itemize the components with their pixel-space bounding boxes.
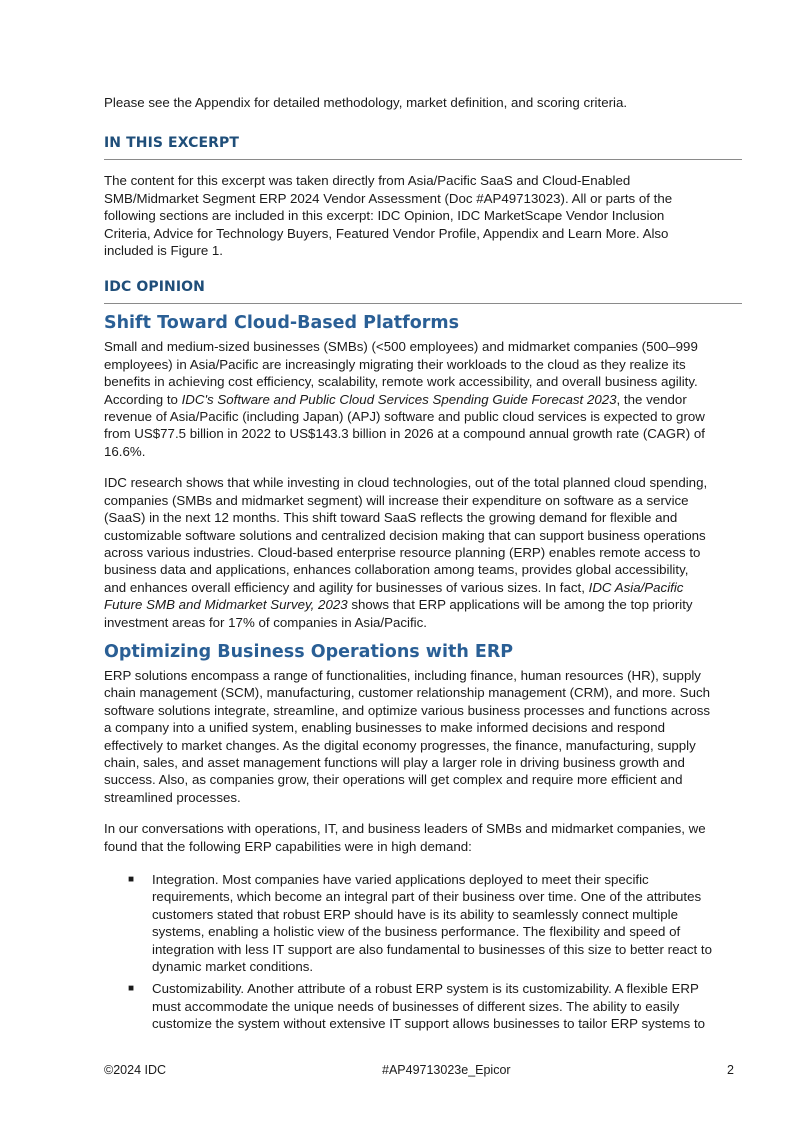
bullet-term: Customizability.	[152, 981, 245, 997]
section-heading-excerpt: IN THIS EXCERPT	[104, 135, 742, 160]
report-title-citation: IDC's Software and Public Cloud Services Spending Guide Forecast 2023	[181, 391, 617, 407]
footer-doc-id: #AP49713023e_Epicor	[382, 1063, 511, 1077]
list-item	[104, 980, 714, 1032]
bullet-text: Most companies have varied applications deployed to meet their specific requirements, which become an integral part of their business over time. One of the attributes customers stated that robust ERP should have is its ability to seamlessly connect multiple systems, enabling a holistic view of the business performance. The flexibility and speed of integration with less IT support are also fundamental to businesses of this size to better react to dynamic market conditions.	[152, 872, 713, 975]
square-bullet-icon: ■	[128, 874, 135, 885]
shift-paragraph-2: IDC research shows that while investing in cloud technologies, out of the total planned cloud spending, companies (SMBs and midmarket segment) will increase their expenditure on software as a service (SaaS) in the next 12 months. This shift toward SaaS reflects the growing demand for flexible and customizable software solutions and centralized decision making that can support business operations across various industries. Cloud-based enterprise resource planning (ERP) enables remote access to business data and applications, enhances collaboration among teams, provides global accessibility, and enhances overall efficiency and agility for businesses of various sizes. In fact, IDC Asia/Pacific Future SMB and Midmarket Survey, 2023 shows that ERP applications will be among the top priority investment areas for 17% of companies in Asia/Pacific.	[104, 475, 708, 630]
subheading-optimizing-erp: Optimizing Business Operations with ERP	[104, 641, 514, 662]
subheading-shift-cloud: Shift Toward Cloud-Based Platforms	[104, 313, 460, 334]
capabilities-list	[104, 871, 714, 1033]
bullet-text: Another attribute of a robust ERP system is its customizability. A flexible ERP must accommodate the unique needs of businesses of different sizes. The ability to easily customize the system without extensive IT support allows businesses to tailor ERP systems to	[152, 981, 706, 1032]
intro-text: Please see the Appendix for detailed methodology, market definition, and scoring criteria.	[104, 95, 628, 110]
list-item	[104, 871, 714, 975]
optimizing-paragraph-1: ERP solutions encompass a range of functionalities, including finance, human resources (HR), supply chain management (SCM), manufacturing, customer relationship management (CRM), and more. Such software solutions integrate, streamline, and optimize various business processes and functions across a company into a unified system, enabling businesses to make informed decisions and respond effectively to market changes. As the digital economy progresses, the finance, manufacturing, supply chain, sales, and asset management functions will play a larger role in driving business growth and success. Also, as companies grow, their operations will get complex and require more efficient and streamlined processes.	[104, 667, 711, 805]
excerpt-body: The content for this excerpt was taken directly from Asia/Pacific SaaS and Cloud-Enabled SMB/Midmarket Segment ERP 2024 Vendor Assessment (Doc #AP49713023). All or parts of the following sections are included in this excerpt: IDC Opinion, IDC MarketScape Vendor Inclusion Criteria, Advice for Technology Buyers, Featured Vendor Profile, Appendix and Learn More. Also included is Figure 1.	[104, 173, 673, 259]
square-bullet-icon: ■	[128, 983, 135, 995]
footer-page-number: 2	[727, 1063, 734, 1077]
footer-copyright: ©2024 IDC	[104, 1063, 167, 1077]
section-heading-opinion: IDC OPINION	[104, 279, 742, 304]
document-page	[104, 94, 714, 1033]
shift-paragraph-1: Small and medium-sized businesses (SMBs) (<500 employees) and midmarket companies (500–999 employees) in Asia/Pacific are increasingly migrating their workloads to the cloud as they realize its benefits in achieving cost efficiency, scalability, remote work accessibility, and overall business agility. According to IDC's Software and Public Cloud Services Spending Guide Forecast 2023, the vendor revenue of Asia/Pacific (including Japan) (APJ) software and public cloud services is expected to grow from US$77.5 billion in 2022 to US$143.3 billion in 2026 at a compound annual growth rate (CAGR) of 16.6%.	[104, 339, 705, 459]
bullet-term: Integration.	[152, 872, 219, 887]
optimizing-paragraph-2: In our conversations with operations, IT, and business leaders of SMBs and midmarket companies, we found that the following ERP capabilities were in high demand:	[104, 821, 706, 854]
survey-title-citation: IDC Asia/Pacific Future SMB and Midmarket Survey, 2023	[104, 579, 684, 613]
